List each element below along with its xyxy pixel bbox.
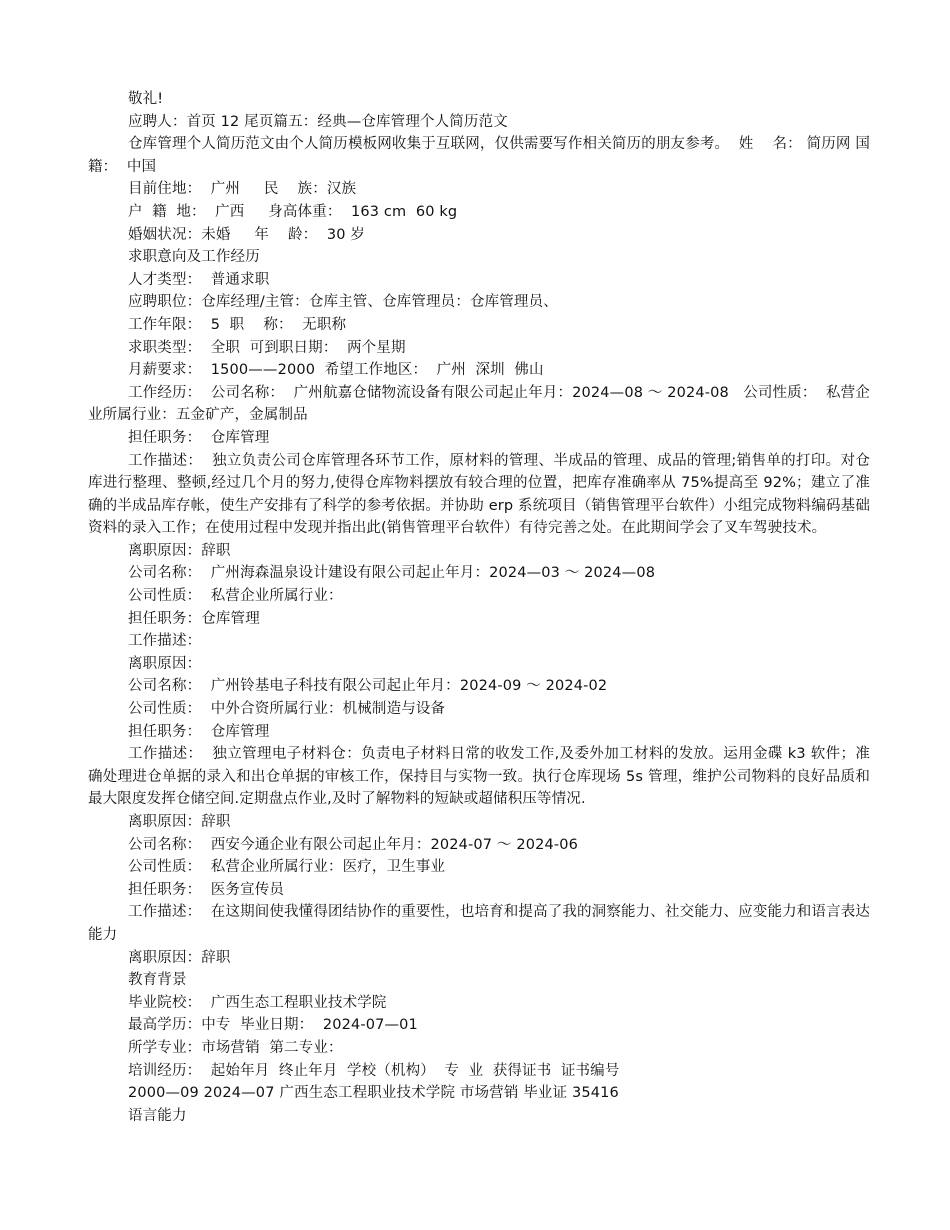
company-3: 公司名称： 广州铃基电子科技有限公司起止年月：2024-09 ～ 2024-02 — [128, 678, 608, 695]
description-3: 工作描述： 独立管理电子材料仓：负责电子材料日常的收发工作,及委外加工材料的发放。运用金碟 k3 软件；准确处理进仓单据的录入和出仓单据的审核工作，保持目与实物一致。执行仓库现场 5s 管理，维护公司物料的良好品质和最大限度发挥仓储空间.定期盘点作业,及时了解物料的短缺或超储积压等情况. — [88, 746, 870, 808]
role-line-1: 担任职务： 仓库管理 — [128, 429, 270, 446]
school-line: 毕业院校： 广西生态工程职业技术学院 — [128, 994, 387, 1011]
talent-type-line: 人才类型： 普通求职 — [128, 271, 270, 288]
role-line-4: 担任职务： 医务宣传员 — [128, 881, 285, 898]
company-type-4: 公司性质： 私营企业所属行业：医疗，卫生事业 — [128, 859, 446, 876]
residence-line: 目前住地： 广州 民 族：汉族 — [128, 181, 357, 198]
description-2: 工作描述： — [128, 633, 202, 650]
description-1: 工作描述： 独立负责公司仓库管理各环节工作，原材料的管理、半成品的管理、成品的管理;销售单的打印。对仓库进行整理、整顿,经过几个月的努力,使得仓库物料摆放有较合理的位置，把库存准确率从 75%提高至 92%；建立了准确的半成品库存帐，使生产安排有了科学的参考依据。并协助 erp 系统项目（销售管理平台软件）小组完成物料编码基础资料的录入工作；在使用过程中发现并指出此(销售管理平台软件）有待完善之处。在此期间学会了叉车驾驶技术。 — [88, 452, 870, 537]
major-line: 所学专业：市场营销 第二专业： — [128, 1039, 343, 1056]
closing-line: 敬礼! — [128, 91, 164, 107]
training-row: 2000—09 2024—07 广西生态工程职业技术学院 市场营销 毕业证 35416 — [128, 1085, 619, 1102]
years-line: 工作年限： 5 职 称： 无职称 — [128, 316, 347, 333]
salary-line: 月薪要求： 1500——2000 希望工作地区： 广州 深圳 佛山 — [128, 362, 544, 379]
leave-reason-3: 离职原因：辞职 — [128, 814, 231, 830]
position-line: 应聘职位：仓库经理/主管：仓库主管、仓库管理员：仓库管理员、 — [128, 294, 558, 311]
company-type-2: 公司性质： 私营企业所属行业： — [128, 588, 343, 605]
experience-company-1: 工作经历： 公司名称： 广州航嘉仓储物流设备有限公司起止年月：2024—08 ～ 2024-08 公司性质： 私营企业所属行业：五金矿产，金属制品 — [88, 384, 870, 424]
section-heading-education: 教育背景 — [128, 972, 187, 989]
section-heading-job: 求职意向及工作经历 — [128, 249, 260, 266]
applicant-line: 应聘人：首页 12 尾页篇五：经典—仓库管理个人简历范文 — [128, 113, 508, 130]
degree-line: 最高学历：中专 毕业日期： 2024-07—01 — [128, 1017, 418, 1034]
hukou-line: 户 籍 地： 广西 身高体重： 163 cm 60 kg — [128, 203, 458, 220]
training-header-line: 培训经历： 起始年月 终止年月 学校（机构） 专 业 获得证书 证书编号 — [128, 1062, 620, 1079]
role-line-3: 担任职务： 仓库管理 — [128, 723, 270, 740]
section-heading-language: 语言能力 — [128, 1107, 187, 1124]
intro-paragraph: 仓库管理个人简历范文由个人简历模板网收集于互联网，仅供需要写作相关简历的朋友参考。 姓 名： 简历网 国 籍： 中国 — [88, 136, 890, 175]
company-2: 公司名称： 广州海森温泉设计建设有限公司起止年月：2024—03 ～ 2024—08 — [128, 565, 656, 582]
company-type-3: 公司性质： 中外合资所属行业：机械制造与设备 — [128, 701, 446, 718]
leave-reason-4: 离职原因：辞职 — [128, 949, 231, 966]
leave-reason-2: 离职原因： — [128, 655, 202, 672]
resume-document — [88, 88, 890, 1127]
marital-line: 婚姻状况：未婚 年 龄： 30 岁 — [128, 226, 366, 243]
description-4: 工作描述： 在这期间使我懂得团结协作的重要性，也培育和提高了我的洞察能力、社交能力、应变能力和语言表达能力 — [88, 904, 871, 943]
leave-reason-1: 离职原因：辞职 — [128, 542, 231, 559]
role-line-2: 担任职务：仓库管理 — [128, 610, 260, 627]
company-4: 公司名称： 西安今通企业有限公司起止年月：2024-07 ～ 2024-06 — [128, 836, 578, 853]
job-type-line: 求职类型： 全职 可到职日期： 两个星期 — [128, 339, 406, 356]
